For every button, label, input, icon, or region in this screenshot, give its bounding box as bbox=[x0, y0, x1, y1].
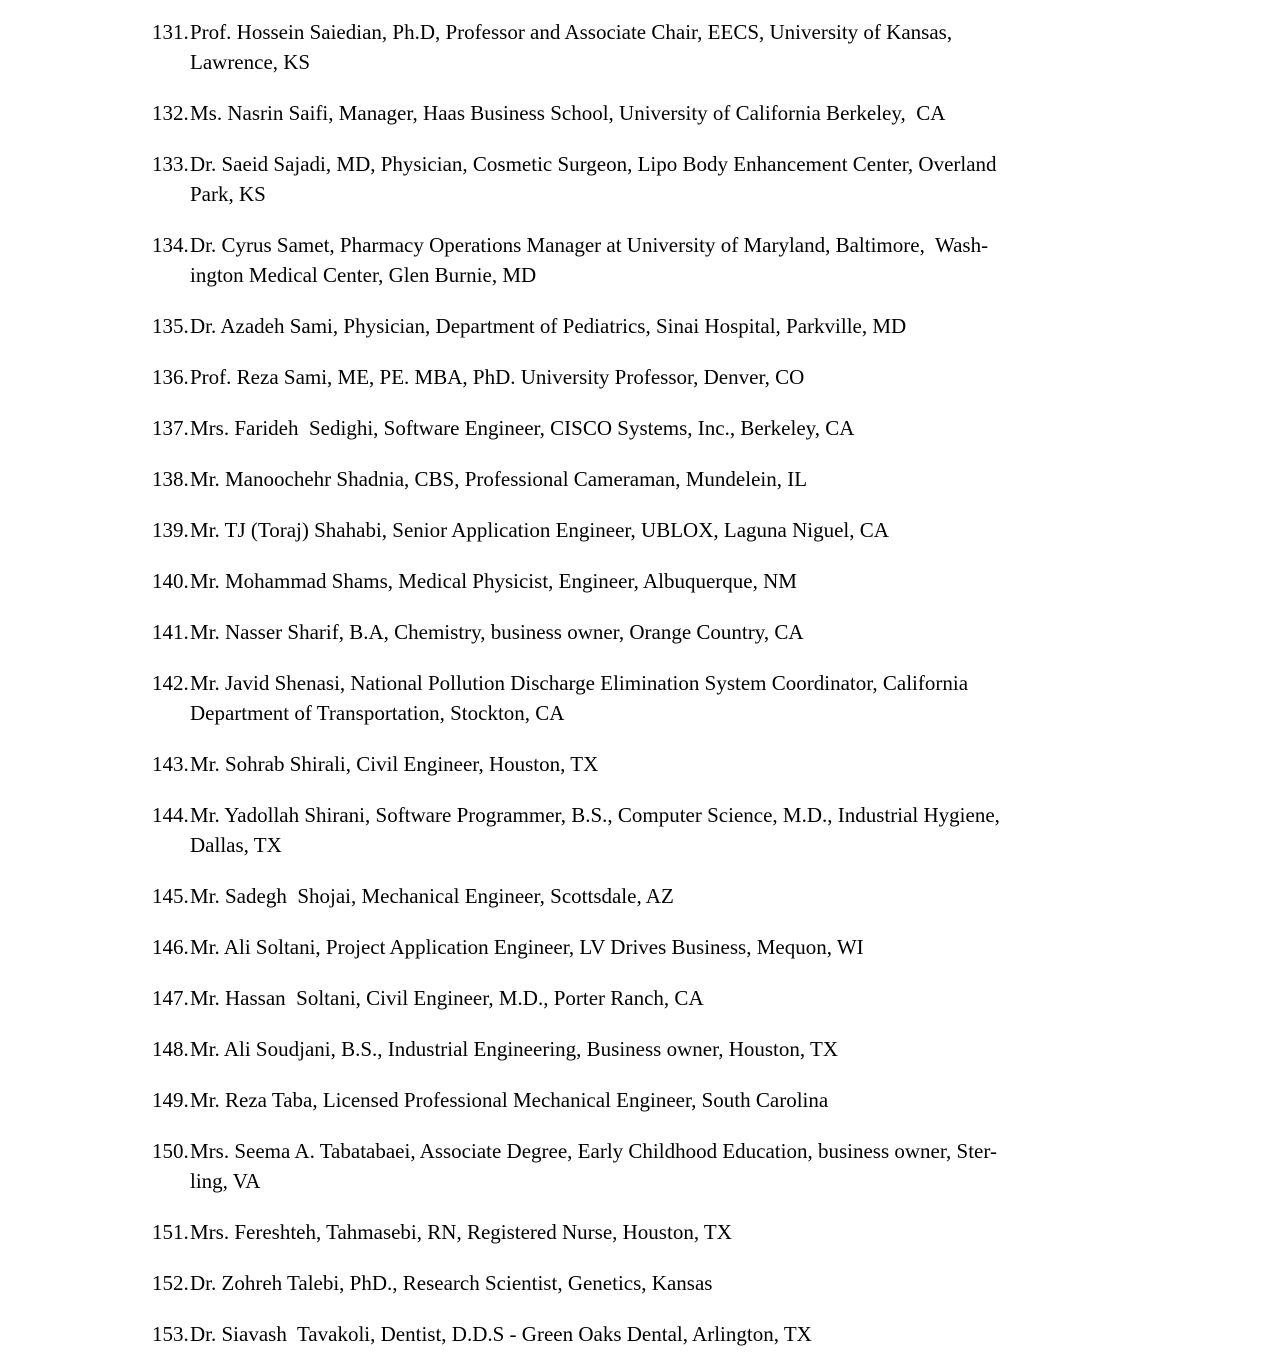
item-text: Mr. Yadollah Shirani, Software Programmer, B.S., Computer Science, M.D., Industrial Hygiene, bbox=[190, 803, 1000, 827]
item-first-line bbox=[152, 1085, 1175, 1115]
item-first-line bbox=[152, 1217, 1175, 1247]
item-first-line bbox=[152, 617, 1175, 647]
list-item bbox=[152, 413, 1175, 443]
item-text: Mr. TJ (Toraj) Shahabi, Senior Application Engineer, UBLOX, Laguna Niguel, CA bbox=[190, 518, 889, 542]
item-number: 153. bbox=[152, 1322, 189, 1346]
item-first-line bbox=[152, 1136, 1175, 1166]
item-first-line bbox=[152, 1034, 1175, 1064]
item-number: 145. bbox=[152, 884, 189, 908]
item-text: Dr. Saeid Sajadi, MD, Physician, Cosmetic Surgeon, Lipo Body Enhancement Center, Overland bbox=[190, 152, 997, 176]
item-first-line bbox=[152, 149, 1175, 179]
list-item bbox=[152, 1085, 1175, 1115]
item-first-line bbox=[152, 1319, 1175, 1349]
item-text: ling, VA bbox=[190, 1169, 261, 1193]
item-text: Mrs. Fereshteh, Tahmasebi, RN, Registered Nurse, Houston, TX bbox=[190, 1220, 732, 1244]
item-text: Department of Transportation, Stockton, CA bbox=[190, 701, 565, 725]
item-number: 148. bbox=[152, 1037, 189, 1061]
item-continuation-line bbox=[152, 830, 1175, 860]
item-text: Mr. Ali Soltani, Project Application Engineer, LV Drives Business, Mequon, WI bbox=[190, 935, 864, 959]
item-number: 149. bbox=[152, 1088, 189, 1112]
item-text: Mr. Sohrab Shirali, Civil Engineer, Houston, TX bbox=[190, 752, 599, 776]
list-item bbox=[152, 230, 1175, 290]
list-item bbox=[152, 1136, 1175, 1196]
item-text: Mr. Reza Taba, Licensed Professional Mechanical Engineer, South Carolina bbox=[190, 1088, 829, 1112]
item-text: Dr. Siavash Tavakoli, Dentist, D.D.S - Green Oaks Dental, Arlington, TX bbox=[190, 1322, 812, 1346]
item-text: Lawrence, KS bbox=[190, 50, 311, 74]
item-first-line bbox=[152, 566, 1175, 596]
item-first-line bbox=[152, 230, 1175, 260]
item-number: 136. bbox=[152, 365, 189, 389]
item-continuation-line bbox=[152, 47, 1175, 77]
item-continuation-line bbox=[152, 698, 1175, 728]
item-text: Prof. Hossein Saiedian, Ph.D, Professor and Associate Chair, EECS, University of Kansas, bbox=[190, 20, 953, 44]
item-number: 152. bbox=[152, 1271, 189, 1295]
list-item bbox=[152, 1268, 1175, 1298]
item-first-line bbox=[152, 17, 1175, 47]
list-item bbox=[152, 98, 1175, 128]
item-first-line bbox=[152, 413, 1175, 443]
list-item bbox=[152, 566, 1175, 596]
item-number: 133. bbox=[152, 152, 189, 176]
list-item bbox=[152, 311, 1175, 341]
item-number: 135. bbox=[152, 314, 189, 338]
list-item bbox=[152, 983, 1175, 1013]
item-number: 140. bbox=[152, 569, 189, 593]
list-item bbox=[152, 1319, 1175, 1349]
item-number: 138. bbox=[152, 467, 189, 491]
item-number: 151. bbox=[152, 1220, 189, 1244]
item-text: Mr. Manoochehr Shadnia, CBS, Professional Cameraman, Mundelein, IL bbox=[190, 467, 808, 491]
list-item bbox=[152, 668, 1175, 728]
item-number: 143. bbox=[152, 752, 189, 776]
item-number: 150. bbox=[152, 1139, 189, 1163]
item-text: Mr. Sadegh Shojai, Mechanical Engineer, Scottsdale, AZ bbox=[190, 884, 674, 908]
list-item bbox=[152, 17, 1175, 77]
item-first-line bbox=[152, 932, 1175, 962]
item-number: 144. bbox=[152, 803, 189, 827]
list-item bbox=[152, 1034, 1175, 1064]
item-number: 132. bbox=[152, 101, 189, 125]
item-text: Dr. Cyrus Samet, Pharmacy Operations Manager at University of Maryland, Baltimore, Wash- bbox=[190, 233, 989, 257]
item-number: 141. bbox=[152, 620, 189, 644]
item-first-line bbox=[152, 749, 1175, 779]
list-item bbox=[152, 515, 1175, 545]
item-continuation-line bbox=[152, 1166, 1175, 1196]
list-item bbox=[152, 362, 1175, 392]
item-first-line bbox=[152, 1268, 1175, 1298]
item-text: Mrs. Farideh Sedighi, Software Engineer, CISCO Systems, Inc., Berkeley, CA bbox=[190, 416, 855, 440]
item-text: Park, KS bbox=[190, 182, 266, 206]
list-item bbox=[152, 617, 1175, 647]
item-text: Dallas, TX bbox=[190, 833, 282, 857]
item-text: Dr. Zohreh Talebi, PhD., Research Scientist, Genetics, Kansas bbox=[190, 1271, 713, 1295]
item-number: 137. bbox=[152, 416, 189, 440]
item-first-line bbox=[152, 800, 1175, 830]
item-continuation-line bbox=[152, 260, 1175, 290]
item-text: Dr. Azadeh Sami, Physician, Department of Pediatrics, Sinai Hospital, Parkville, MD bbox=[190, 314, 907, 338]
list-item bbox=[152, 464, 1175, 494]
item-first-line bbox=[152, 983, 1175, 1013]
item-first-line bbox=[152, 98, 1175, 128]
item-text: Mr. Mohammad Shams, Medical Physicist, Engineer, Albuquerque, NM bbox=[190, 569, 797, 593]
item-text: Mr. Nasser Sharif, B.A, Chemistry, business owner, Orange Country, CA bbox=[190, 620, 804, 644]
item-first-line bbox=[152, 464, 1175, 494]
list-item bbox=[152, 749, 1175, 779]
list-item bbox=[152, 149, 1175, 209]
item-text: Ms. Nasrin Saifi, Manager, Haas Business School, University of California Berkeley, CA bbox=[190, 101, 946, 125]
item-number: 146. bbox=[152, 935, 189, 959]
item-first-line bbox=[152, 668, 1175, 698]
item-number: 139. bbox=[152, 518, 189, 542]
item-text: Mr. Hassan Soltani, Civil Engineer, M.D., Porter Ranch, CA bbox=[190, 986, 704, 1010]
item-first-line bbox=[152, 881, 1175, 911]
list-item bbox=[152, 932, 1175, 962]
item-text: Mr. Javid Shenasi, National Pollution Discharge Elimination System Coordinator, California bbox=[190, 671, 969, 695]
item-number: 134. bbox=[152, 233, 189, 257]
item-first-line bbox=[152, 311, 1175, 341]
item-text: ington Medical Center, Glen Burnie, MD bbox=[190, 263, 537, 287]
item-number: 147. bbox=[152, 986, 189, 1010]
list-item bbox=[152, 800, 1175, 860]
item-text: Mrs. Seema A. Tabatabaei, Associate Degree, Early Childhood Education, business owner, Ster- bbox=[190, 1139, 997, 1163]
item-text: Mr. Ali Soudjani, B.S., Industrial Engineering, Business owner, Houston, TX bbox=[190, 1037, 839, 1061]
list-item bbox=[152, 881, 1175, 911]
list-item bbox=[152, 1217, 1175, 1247]
item-first-line bbox=[152, 362, 1175, 392]
item-text: Prof. Reza Sami, ME, PE. MBA, PhD. University Professor, Denver, CO bbox=[190, 365, 805, 389]
item-number: 131. bbox=[152, 20, 189, 44]
item-number: 142. bbox=[152, 671, 189, 695]
item-first-line bbox=[152, 515, 1175, 545]
item-continuation-line bbox=[152, 179, 1175, 209]
directory-list bbox=[152, 17, 1175, 1349]
